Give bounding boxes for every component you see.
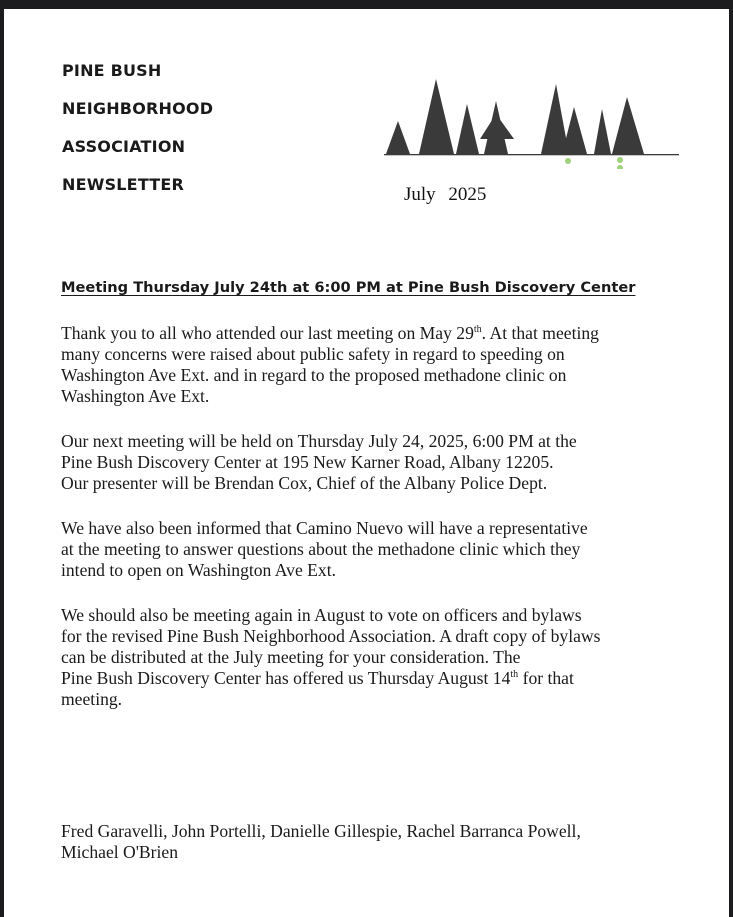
paragraph-2-line <box>61 452 554 473</box>
superscript: th <box>510 669 519 680</box>
text-run: Our presenter will be Brendan Cox, Chief of the Albany Police Dept. <box>61 473 548 493</box>
text-run: Pine Bush Discovery Center at 195 New Karner Road, Albany 12205. <box>61 452 554 472</box>
text-run: for that <box>518 668 574 688</box>
paragraph-4-line <box>61 668 574 689</box>
text-run: meeting. <box>61 689 123 709</box>
paragraph-2-line <box>61 473 547 494</box>
text-run: many concerns were raised about public safety in regard to speeding on <box>61 344 565 364</box>
text-run: can be distributed at the July meeting for your consideration. The <box>61 647 521 667</box>
pine-trees-logo <box>384 69 684 169</box>
text-run: We should also be meeting again in August to vote on officers and bylaws <box>61 605 582 625</box>
paragraph-3-line <box>61 539 580 560</box>
paragraph-1-line <box>61 344 565 365</box>
text-run: . At that meeting <box>481 323 599 343</box>
paragraph-4-line <box>61 647 520 668</box>
paragraph-4-line <box>61 626 600 647</box>
text-run: Michael O'Brien <box>61 842 179 862</box>
paragraph-4-line <box>61 689 122 710</box>
paragraph-3-line <box>61 560 336 581</box>
text-run: Washington Ave Ext. and in regard to the proposed methadone clinic on <box>61 365 567 385</box>
paragraph-3-line <box>61 518 588 539</box>
title-line-1: PINE BUSH <box>62 61 162 80</box>
paragraph-1-line <box>61 365 566 386</box>
text-run: Fred Garavelli, John Portelli, Danielle Gillespie, Rachel Barranca Powell, <box>61 821 581 841</box>
text-run: intend to open on Washington Ave Ext. <box>61 560 337 580</box>
text-run: We have also been informed that Camino Nuevo will have a representative <box>61 518 588 538</box>
title-line-2: NEIGHBORHOOD <box>62 99 214 118</box>
paragraph-1-line <box>61 323 599 344</box>
title-line-3: ASSOCIATION <box>62 137 186 156</box>
issue-date: July 2025 <box>404 184 487 205</box>
signature-line <box>61 821 581 842</box>
text-run: Our next meeting will be held on Thursday July 24, 2025, 6:00 PM at the <box>61 431 577 451</box>
newsletter-page <box>4 9 729 917</box>
title-line-4: NEWSLETTER <box>62 175 185 194</box>
meeting-heading: Meeting Thursday July 24th at 6:00 PM at Pine Bush Discovery Center <box>61 279 636 296</box>
superscript: th <box>473 324 482 335</box>
text-run: Thank you to all who attended our last meeting on May 29 <box>61 323 474 343</box>
text-run: for the revised Pine Bush Neighborhood Association. A draft copy of bylaws <box>61 626 601 646</box>
signature-line <box>61 842 178 863</box>
text-run: Washington Ave Ext. <box>61 386 210 406</box>
paragraph-4-line <box>61 605 582 626</box>
text-run: Pine Bush Discovery Center has offered us Thursday August 14 <box>61 668 511 688</box>
paragraph-1-line <box>61 386 209 407</box>
paragraph-2-line <box>61 431 577 452</box>
text-run: at the meeting to answer questions about the methadone clinic which they <box>61 539 581 559</box>
